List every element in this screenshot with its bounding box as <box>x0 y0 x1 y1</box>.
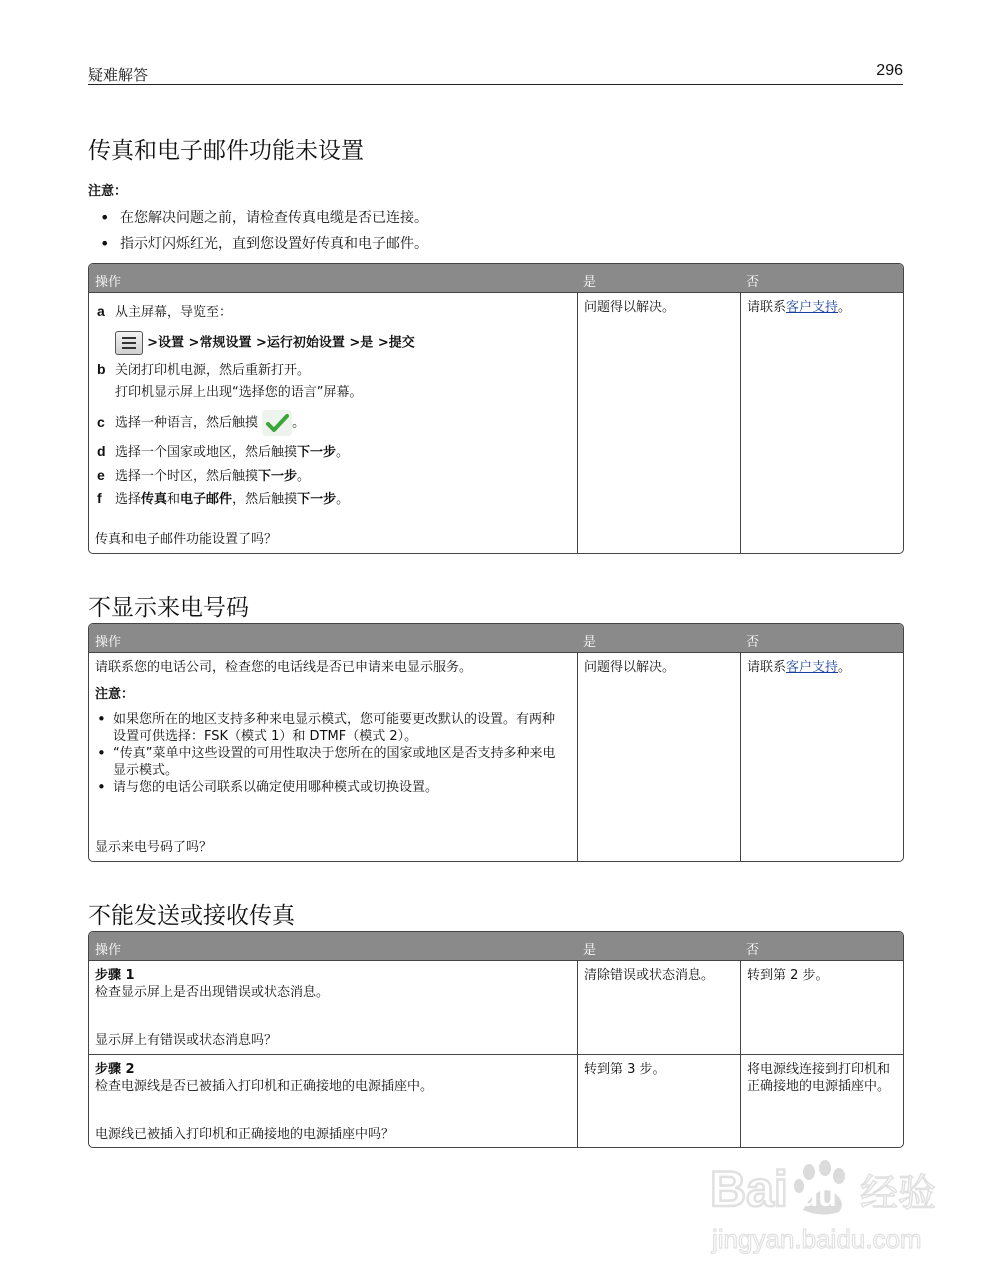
menu-icon <box>115 331 143 355</box>
table-header <box>89 624 903 652</box>
header-yes: 是 <box>583 635 597 650</box>
step-b: b 关闭打印机电源，然后重新打开。 <box>97 361 311 378</box>
question-text: 传真和电子邮件功能设置了吗？ <box>95 532 278 547</box>
question-text: 显示来电号码了吗？ <box>95 840 213 855</box>
svg-text:jingyan.baidu.com: jingyan.baidu.com <box>712 1224 922 1254</box>
header-action: 操作 <box>95 635 122 650</box>
question-text: 显示屏上有错误或状态消息吗？ <box>95 1033 278 1048</box>
checkmark-icon <box>262 410 292 436</box>
note-label: 注意： <box>95 687 135 702</box>
table-header <box>89 932 903 960</box>
yes-cell: 清除错误或状态消息。 <box>577 961 740 1054</box>
question-text: 电源线已被插入打印机和正确接地的电源插座中吗？ <box>95 1127 395 1142</box>
no-cell: 请联系客户支持。 <box>740 293 903 553</box>
action-cell <box>89 653 577 861</box>
header-action: 操作 <box>95 943 122 958</box>
yes-cell: 转到第 3 步。 <box>577 1055 740 1148</box>
section-title-caller-id: 不显示来电号码 <box>88 595 249 621</box>
step-text: 检查电源线是否已被插入打印机和正确接地的电源插座中。 <box>95 1079 434 1094</box>
table-row <box>89 292 903 553</box>
troubleshoot-table-2 <box>88 623 904 862</box>
svg-text:经验: 经验 <box>860 1171 937 1215</box>
troubleshoot-table-1 <box>88 263 904 554</box>
step-c: c 选择一种语言，然后触摸 。 <box>97 410 305 436</box>
action-cell <box>89 1055 577 1148</box>
table-row <box>89 652 903 861</box>
yes-cell: 问题得以解决。 <box>577 653 740 861</box>
intro-text: 请联系您的电话公司，检查您的电话线是否已申请来电显示服务。 <box>95 660 473 675</box>
action-cell <box>89 293 577 553</box>
section-title-fax-send-receive: 不能发送或接收传真 <box>88 903 295 929</box>
header-no: 否 <box>746 635 760 650</box>
no-cell: 转到第 2 步。 <box>740 961 903 1054</box>
table-row <box>89 1054 903 1148</box>
note-item: • 在您解决问题之前，请检查传真电缆是否已连接。 <box>100 209 428 235</box>
action-cell <box>89 961 577 1054</box>
page-header <box>88 60 903 85</box>
step-e: e 选择一个时区，然后触摸下一步。 <box>97 467 311 484</box>
header-yes: 是 <box>583 943 597 958</box>
header-no: 否 <box>746 943 760 958</box>
step-a-path: >设置 >常规设置 >运行初始设置 >是 >提交 <box>115 331 415 355</box>
note-label: 注意： <box>88 184 128 199</box>
header-no: 否 <box>746 275 760 290</box>
header-yes: 是 <box>583 275 597 290</box>
step-a: a 从主屏幕，导览至： <box>97 303 233 320</box>
step-label: 步骤 2 <box>95 1062 135 1077</box>
no-cell: 将电源线连接到打印机和正确接地的电源插座中。 <box>740 1055 903 1148</box>
troubleshoot-table-3 <box>88 931 904 1148</box>
table-row <box>89 960 903 1054</box>
step-f: f 选择传真和电子邮件，然后触摸下一步。 <box>97 490 350 507</box>
baidu-watermark-logo <box>690 1148 950 1268</box>
note-item: • 指示灯闪烁红光，直到您设置好传真和电子邮件。 <box>100 235 428 261</box>
svg-text:Bai: Bai <box>710 1161 788 1217</box>
svg-text:du: du <box>800 1180 837 1213</box>
no-cell: 请联系客户支持。 <box>740 653 903 861</box>
yes-cell: 问题得以解决。 <box>577 293 740 553</box>
note-list <box>100 209 428 261</box>
note-item: • “传真”菜单中这些设置的可用性取决于您所在的国家或地区是否支持多种来电显示模式。 <box>95 745 565 779</box>
step-label: 步骤 1 <box>95 968 135 983</box>
page-number: 296 <box>876 62 903 79</box>
section-title-fax-email-setup: 传真和电子邮件功能未设置 <box>88 138 364 164</box>
step-text: 检查显示屏上是否出现错误或状态消息。 <box>95 985 330 1000</box>
customer-support-link[interactable]: 客户支持 <box>786 300 839 315</box>
step-d: d 选择一个国家或地区，然后触摸下一步。 <box>97 443 350 460</box>
header-action: 操作 <box>95 275 122 290</box>
step-b-note: 打印机显示屏上出现“选择您的语言”屏幕。 <box>115 385 363 400</box>
note-list <box>95 711 565 796</box>
customer-support-link[interactable]: 客户支持 <box>786 660 839 675</box>
note-item: • 如果您所在的地区支持多种来电显示模式，您可能要更改默认的设置。有两种设置可供选择：FSK（模式 1）和 DTMF（模式 2）。 <box>95 711 565 745</box>
chapter-title: 疑难解答 <box>88 66 149 84</box>
note-item: • 请与您的电话公司联系以确定使用哪种模式或切换设置。 <box>95 779 565 796</box>
table-header <box>89 264 903 292</box>
